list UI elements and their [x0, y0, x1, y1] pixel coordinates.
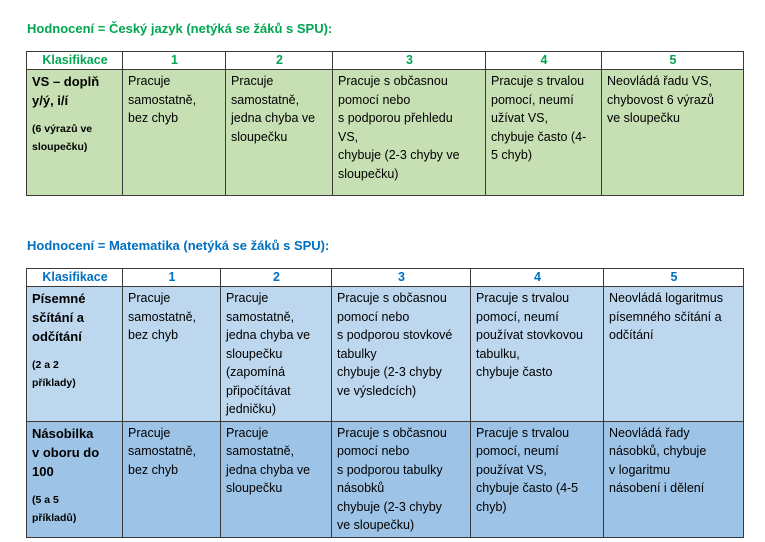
- cell-text: Pracuje samostatně, jedna chyba ve sloupečku: [226, 425, 311, 495]
- math-grading-table: [26, 268, 744, 538]
- grade-5-cell: [602, 70, 744, 196]
- header-grade-3: 3: [332, 269, 471, 287]
- table-header-row: [27, 52, 744, 70]
- header-grade-2: 2: [221, 269, 332, 287]
- grade-4-cell: [471, 421, 604, 537]
- header-grade-5: 5: [602, 52, 744, 70]
- header-grade-4: 4: [471, 269, 604, 287]
- cell-text: Pracuje samostatně, bez chyb: [128, 291, 197, 342]
- header-grade-1: 1: [123, 269, 221, 287]
- table-row: [27, 287, 744, 422]
- cell-text: Neovládá řady násobků, chybuje v logaritmu násobení i dělení: [609, 425, 707, 495]
- cell-text: Pracuje s občasnou pomocí nebo s podporou tabulky násobků chybuje (2-3 chyby ve sloupečku): [337, 425, 447, 532]
- grade-4-cell: [486, 70, 602, 196]
- cell-text: Pracuje s trvalou pomocí, neumí užívat VS, chybuje často (4- 5 chyb): [491, 74, 587, 162]
- table-row: [27, 421, 744, 537]
- row-label: [27, 421, 123, 537]
- header-grade-4: 4: [486, 52, 602, 70]
- row-label: [27, 70, 123, 196]
- row-note: (5 a 5 příkladů): [32, 493, 77, 524]
- grade-3-cell: [332, 287, 471, 422]
- header-grade-1: 1: [123, 52, 226, 70]
- cell-text: Pracuje samostatně, bez chyb: [128, 425, 197, 477]
- row-title: VS – doplň y/ý, i/í: [32, 74, 100, 108]
- cell-text: Pracuje s trvalou pomocí, neumí používat stovkovou tabulku, chybuje často: [476, 291, 584, 379]
- table-header-row: [27, 269, 744, 287]
- header-classification: Klasifikace: [27, 269, 123, 287]
- grade-1-cell: [123, 421, 221, 537]
- table-row: [27, 70, 744, 196]
- math-heading: Hodnocení = Matematika (netýká se žáků s SPU):: [27, 238, 330, 253]
- header-grade-2: 2: [226, 52, 333, 70]
- cell-text: Pracuje s občasnou pomocí nebo s podporou stovkové tabulky chybuje (2-3 chyby ve výsledcích): [337, 291, 453, 398]
- grade-2-cell: [221, 421, 332, 537]
- czech-heading: Hodnocení = Český jazyk (netýká se žáků s SPU):: [27, 21, 333, 36]
- grade-4-cell: [471, 287, 604, 422]
- header-grade-3: 3: [333, 52, 486, 70]
- grade-2-cell: [226, 70, 333, 196]
- cell-text: Neovládá řadu VS, chybovost 6 výrazů ve sloupečku: [607, 74, 714, 125]
- header-classification: Klasifikace: [27, 52, 123, 70]
- row-title: Písemné sčítání a odčítání: [32, 291, 86, 344]
- cell-text: Pracuje s občasnou pomocí nebo s podporou přehledu VS, chybuje (2-3 chyby ve sloupečku): [338, 74, 460, 181]
- czech-grading-table: [26, 51, 744, 196]
- grade-5-cell: [604, 421, 744, 537]
- row-note: (2 a 2 příklady): [32, 359, 76, 389]
- cell-text: Pracuje samostatně, jedna chyba ve sloupečku: [231, 74, 316, 144]
- grade-1-cell: [123, 287, 221, 422]
- cell-text: Pracuje samostatně, bez chyb: [128, 74, 197, 125]
- cell-text: Pracuje s trvalou pomocí, neumí používat VS, chybuje často (4-5 chyb): [476, 425, 579, 514]
- grade-2-cell: [221, 287, 332, 422]
- cell-text: Pracuje samostatně, jedna chyba ve sloupečku (zapomíná připočítávat jedničku): [226, 291, 311, 416]
- row-note: (6 výrazů ve sloupečku): [32, 123, 93, 153]
- grade-5-cell: [604, 287, 744, 422]
- header-grade-5: 5: [604, 269, 744, 287]
- row-title: Násobilka v oboru do 100: [32, 425, 100, 479]
- grade-3-cell: [333, 70, 486, 196]
- grade-1-cell: [123, 70, 226, 196]
- grade-3-cell: [332, 421, 471, 537]
- cell-text: Neovládá logaritmus písemného sčítání a odčítání: [609, 291, 723, 342]
- row-label: [27, 287, 123, 422]
